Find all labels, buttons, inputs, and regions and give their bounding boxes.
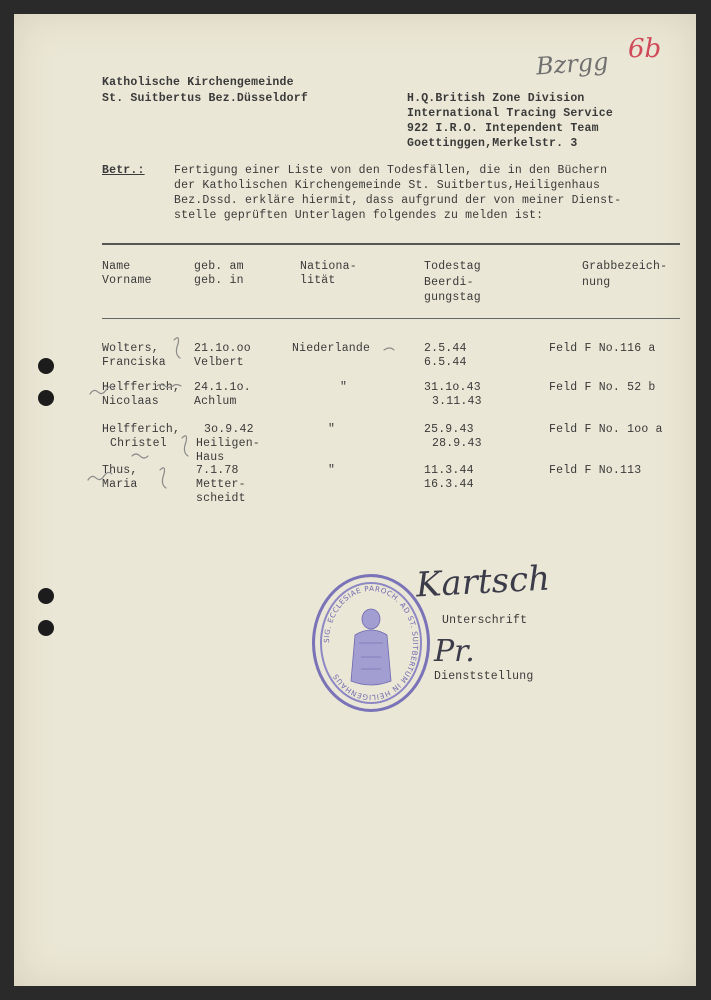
row2-grave: Feld F No. 52 b — [549, 381, 656, 394]
header-name-2: Vorname — [102, 274, 152, 287]
punch-hole — [38, 390, 54, 406]
row3-name-1: Helfferich, — [102, 423, 181, 436]
table-top-rule — [102, 243, 680, 245]
row2-birth-2: Achlum — [194, 395, 237, 408]
pencil-margin-marks — [14, 14, 696, 986]
row3-birth-3: Haus — [196, 451, 225, 464]
row4-name-2: Maria — [102, 478, 138, 491]
document-page — [14, 14, 696, 986]
header-grave-1: Grabbezeich- — [582, 260, 668, 273]
recipient-line-1: H.Q.British Zone Division — [407, 92, 585, 105]
row3-birth-2: Heiligen- — [196, 437, 260, 450]
table-header-rule — [102, 318, 680, 319]
row1-death-1: 2.5.44 — [424, 342, 467, 355]
row4-birth-2: Metter- — [196, 478, 246, 491]
signature-label: Unterschrift — [442, 614, 528, 627]
row3-grave: Feld F No. 1oo a — [549, 423, 663, 436]
row2-name-2: Nicolaas — [102, 395, 159, 408]
row3-birth-1: 3o.9.42 — [204, 423, 254, 436]
subject-label: Betr.: — [102, 164, 145, 177]
row4-death-1: 11.3.44 — [424, 464, 474, 477]
row3-death-2: 28.9.43 — [432, 437, 482, 450]
subject-line-4: stelle geprüften Unterlagen folgendes zu melden ist: — [174, 209, 544, 222]
row4-grave: Feld F No.113 — [549, 464, 642, 477]
header-death-2: Beerdi- — [424, 276, 474, 289]
row2-death-2: 3.11.43 — [432, 395, 482, 408]
stamp-ring-text: SIG. ECCLESIAE PAROCH. AD ST. SUITBERTUM IN HEILIGENHAUS — [321, 583, 421, 703]
row2-death-1: 31.1o.43 — [424, 381, 481, 394]
header-death-1: Todestag — [424, 260, 481, 273]
row4-name-1: Thus, — [102, 464, 138, 477]
red-pencil-mark: 6b — [628, 34, 662, 64]
header-grave-2: nung — [582, 276, 611, 289]
header-name-1: Name — [102, 260, 131, 273]
sender-line-2: St. Suitbertus Bez.Düsseldorf — [102, 92, 308, 105]
saint-figure-icon — [351, 609, 391, 685]
row1-birth-1: 21.1o.oo — [194, 342, 251, 355]
subject-line-2: der Katholischen Kirchengemeinde St. Suitbertus,Heiligenhaus — [174, 179, 601, 192]
handwritten-title-mark: Pr. — [434, 634, 475, 669]
row4-death-2: 16.3.44 — [424, 478, 474, 491]
punch-hole — [38, 588, 54, 604]
row4-birth-3: scheidt — [196, 492, 246, 505]
row3-death-1: 25.9.43 — [424, 423, 474, 436]
header-birth-1: geb. am — [194, 260, 244, 273]
row2-name-1: Helfferich, — [102, 381, 181, 394]
row3-nationality: " — [328, 423, 336, 436]
header-nationality-1: Nationa- — [300, 260, 357, 273]
parish-stamp — [312, 574, 430, 712]
row3-name-2: Christel — [110, 437, 167, 450]
row1-grave: Feld F No.116 a — [549, 342, 656, 355]
row1-nationality: Niederlande — [292, 342, 371, 355]
sender-line-1: Katholische Kirchengemeinde — [102, 76, 294, 89]
recipient-line-2: International Tracing Service — [407, 107, 613, 120]
row2-birth-1: 24.1.1o. — [194, 381, 251, 394]
subject-line-1: Fertigung einer Liste von den Todesfällen, die in den Büchern — [174, 164, 608, 177]
row1-name-1: Wolters, — [102, 342, 159, 355]
recipient-line-3: 922 I.R.O. Intependent Team — [407, 122, 599, 135]
row1-birth-2: Velbert — [194, 356, 244, 369]
row4-nationality: " — [328, 464, 336, 477]
row4-birth-1: 7.1.78 — [196, 464, 239, 477]
handwritten-signature: Kartsch — [415, 558, 551, 606]
subject-line-3: Bez.Dssd. erkläre hiermit, dass aufgrund der von meiner Dienst- — [174, 194, 622, 207]
header-birth-2: geb. in — [194, 274, 244, 287]
office-label: Dienststellung — [434, 670, 534, 683]
header-death-3: gungstag — [424, 291, 481, 304]
row2-nationality: " — [340, 381, 348, 394]
punch-hole — [38, 358, 54, 374]
row1-name-2: Franciska — [102, 356, 166, 369]
pencil-archive-mark: Bzrgg — [535, 47, 610, 81]
punch-hole — [38, 620, 54, 636]
header-nationality-2: lität — [300, 274, 336, 287]
recipient-line-4: Goettinggen,Merkelstr. 3 — [407, 137, 578, 150]
row1-death-2: 6.5.44 — [424, 356, 467, 369]
